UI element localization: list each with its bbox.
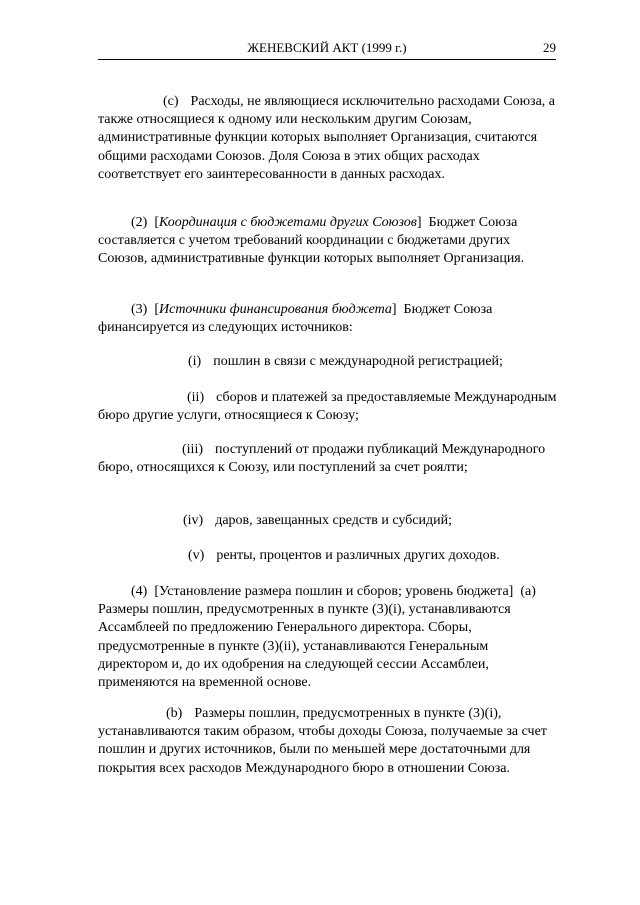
paragraph-c-marker: (c) bbox=[163, 94, 179, 109]
paragraph-4b-text: Размеры пошлин, предусмотренных в пункте (3)(i), устанавливаются таким образом, чтобы доходы Союза, получаемые за счет пошлин и других источников, были по меньшей мере достаточными для покрытия всех расходов Международного бюро в отношении Союза. bbox=[98, 706, 547, 776]
list-item-ii-marker: (ii) bbox=[187, 390, 205, 405]
running-header bbox=[98, 40, 556, 60]
page-number: 29 bbox=[543, 40, 556, 55]
list-item-iii bbox=[98, 441, 558, 477]
list-item-iii-text: поступлений от продажи публикаций Международного бюро, относящихся к Союзу, или поступлений за счет роялти; bbox=[98, 442, 546, 476]
paragraph-2-number: (2) bbox=[131, 215, 148, 230]
paragraph-2: (2) [Координация с бюджетами других Союзов] Бюджет Союза составляется с учетом требований координации с бюджетами других Союзов, административные функции которых выполняет Организация. bbox=[98, 215, 525, 267]
paragraph-3: (3) [Источники финансирования бюджета] Бюджет Союза финансируется из следующих источников: bbox=[98, 302, 493, 336]
header-rule bbox=[98, 59, 556, 60]
paragraph-4b-marker: (b) bbox=[166, 706, 183, 721]
list-item-iv-marker: (iv) bbox=[183, 513, 204, 528]
list-item-iv-text: даров, завещанных средств и субсидий; bbox=[215, 513, 453, 528]
paragraph-4a-marker: (a) bbox=[520, 584, 536, 599]
paragraph-c-text: Расходы, не являющиеся исключительно расходами Союза, а также относящиеся к одному или нескольким другим Союзам, административные функции которых выполняет Организация, считаются общими расходами Союзов. Доля Союза в этих общих расходах соответствует его заинтересованности в данных расходах. bbox=[98, 94, 556, 182]
paragraph-3-title: Источники финансирования бюджета bbox=[159, 302, 392, 317]
list-item-i-text: пошлин в связи с международной регистрацией; bbox=[213, 354, 503, 369]
header-title: ЖЕНЕВСКИЙ АКТ (1999 г.) bbox=[247, 40, 407, 55]
paragraph-2-text: Бюджет Союза составляется с учетом требований координации с бюджетами других Союзов, административные функции которых выполняет Организация. bbox=[98, 215, 525, 267]
list-item-i-marker: (i) bbox=[188, 354, 202, 369]
paragraph-2-title: Координация с бюджетами других Союзов bbox=[159, 215, 417, 230]
list-item-ii-text: сборов и платежей за предоставляемые Международным бюро другие услуги, относящиеся к Союзу; bbox=[98, 390, 557, 424]
list-item-v bbox=[188, 547, 500, 565]
paragraph-4-number: (4) bbox=[131, 584, 148, 599]
list-item-iv bbox=[183, 512, 452, 530]
paragraph-3-text: Бюджет Союза финансируется из следующих источников: bbox=[98, 302, 493, 336]
paragraph-4-title: Установление размера пошлин и сборов; уровень бюджета bbox=[159, 584, 509, 599]
list-item-v-marker: (v) bbox=[188, 548, 205, 563]
list-item-iii-marker: (iii) bbox=[182, 442, 203, 457]
paragraph-c bbox=[98, 93, 558, 184]
list-item-i bbox=[188, 353, 503, 371]
paragraph-3-number: (3) bbox=[131, 302, 148, 317]
paragraph-4: (4) [Установление размера пошлин и сборов; уровень бюджета] (a) Размеры пошлин, предусмотренных в пункте (3)(i), устанавливаются Ассамблеей по предложению Генерального директора. Сборы, предусмотренные в пункте (3)(ii), устанавливаются Генеральным директором и, до их одобрения на следующей сессии Ассамблеи, применяются на временной основе. bbox=[98, 584, 536, 691]
paragraph-4b bbox=[98, 705, 558, 778]
list-item-ii bbox=[98, 389, 558, 425]
list-item-v-text: ренты, процентов и различных других доходов. bbox=[216, 548, 500, 563]
paragraph-4a-text: Размеры пошлин, предусмотренных в пункте (3)(i), устанавливаются Ассамблеей по предложению Генерального директора. Сборы, предусмотренные в пункте (3)(ii), устанавливаются Генеральным директором и, до их одобрения на следующей сессии Ассамблеи, применяются на временной основе. bbox=[98, 602, 511, 691]
